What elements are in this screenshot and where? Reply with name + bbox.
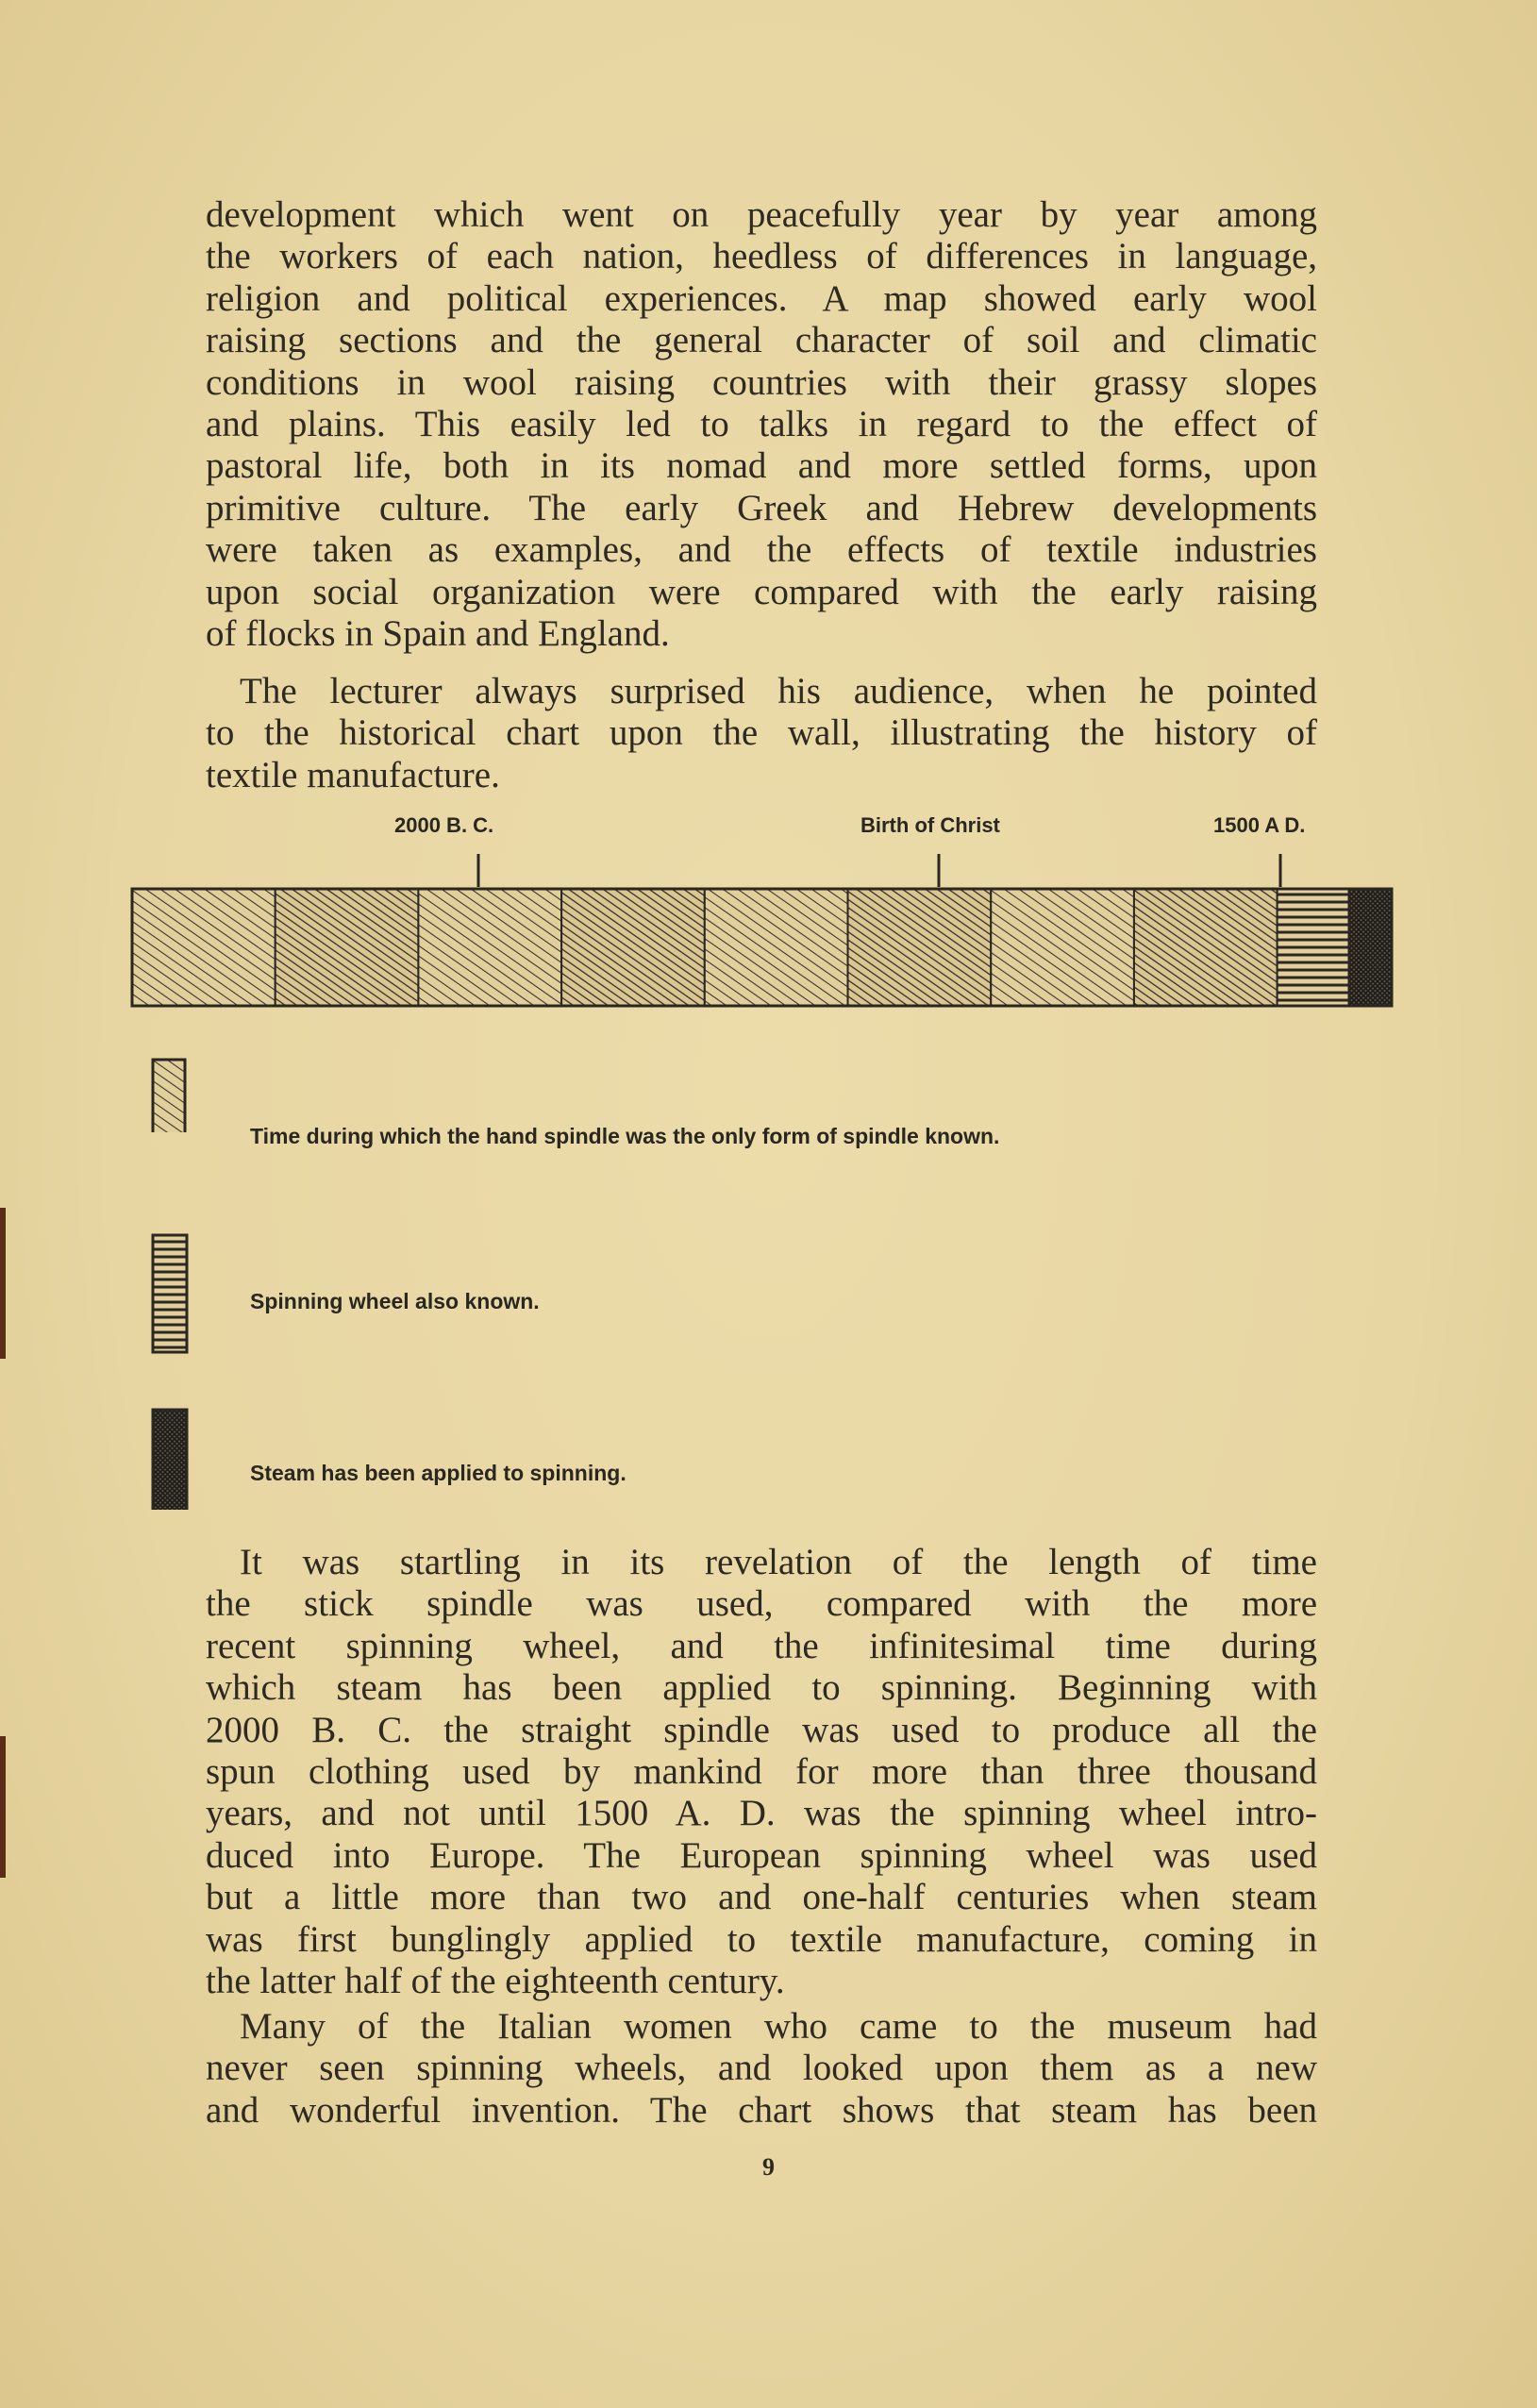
- text-line: was first bunglingly applied to textile manufacture, coming in: [206, 1918, 1317, 1960]
- marker-label-2000-bc: 2000 B. C.: [394, 813, 494, 837]
- text-line: upon social organization were compared with the early raising: [206, 571, 1317, 612]
- bar-cell-hand-spindle: [705, 889, 848, 1006]
- text-line: but a little more than two and one-half centuries when steam: [206, 1877, 1317, 1918]
- text-line: to the historical chart upon the wall, illustrating the history of: [206, 712, 1317, 754]
- text-line: the latter half of the eighteenth century.: [206, 1961, 785, 2002]
- marker-label-1500-ad: 1500 A D.: [1213, 813, 1306, 837]
- text-line: the stick spindle was used, compared with the more: [206, 1583, 1317, 1625]
- text-line: primitive culture. The early Greek and Hebrew developments: [206, 487, 1317, 528]
- text-line: It was startling in its revelation of the length of time: [240, 1542, 1317, 1582]
- legend-label-steam: Steam has been applied to spinning.: [250, 1461, 626, 1485]
- text-line: the workers of each nation, heedless of differences in language,: [206, 236, 1317, 277]
- text-line: duced into Europe. The European spinning wheel was used: [206, 1834, 1317, 1876]
- text-line: raising sections and the general character of soil and climatic: [206, 320, 1317, 361]
- text-line: which steam has been applied to spinning. Beginning with: [206, 1667, 1317, 1709]
- legend-label-spinning-wheel: Spinning wheel also known.: [250, 1289, 540, 1313]
- paragraph-startling-revelation: [206, 1542, 1317, 2002]
- text-line: recent spinning wheel, and the infinitesimal time during: [206, 1625, 1317, 1666]
- bar-segment-steam: [1348, 889, 1392, 1006]
- edge-stain-mark: [0, 1736, 6, 1878]
- paragraph-italian-women: [206, 2006, 1317, 2132]
- legend-swatch-steam: [153, 1410, 187, 1510]
- text-line: were taken as examples, and the effects of textile industries: [206, 529, 1317, 571]
- textile-history-chart: [0, 0, 1537, 1132]
- text-line: and wonderful invention. The chart shows that steam has been: [206, 2089, 1317, 2131]
- text-line: pastoral life, both in its nomad and more settled forms, upon: [206, 445, 1317, 487]
- text-line: and plains. This easily led to talks in regard to the effect of: [206, 404, 1317, 445]
- bar-cell-hand-spindle: [561, 889, 705, 1006]
- bar-cell-hand-spindle: [991, 889, 1134, 1006]
- text-line: religion and political experiences. A map showed early wool: [206, 277, 1317, 319]
- text-line: 2000 B. C. the straight spindle was used to produce all the: [206, 1709, 1317, 1750]
- text-line: years, and not until 1500 A. D. was the spinning wheel intro-: [206, 1793, 1317, 1834]
- bar-cell-hand-spindle: [132, 889, 276, 1006]
- bar-cell-hand-spindle: [848, 889, 992, 1006]
- text-line: Many of the Italian women who came to the museum had: [240, 2006, 1317, 2047]
- legend-swatch-spinning-wheel: [153, 1235, 187, 1352]
- page-number: 9: [762, 2153, 775, 2181]
- bar-cell-hand-spindle: [1134, 889, 1278, 1006]
- text-line: textile manufacture.: [206, 754, 500, 795]
- text-line: development which went on peacefully year by year among: [206, 194, 1317, 235]
- legend-swatch-hand-spindle: [153, 1060, 185, 1132]
- bar-cell-hand-spindle: [276, 889, 419, 1006]
- legend-label-hand-spindle: Time during which the hand spindle was the only form of spindle known.: [250, 1124, 1000, 1148]
- bar-cell-hand-spindle: [418, 889, 561, 1006]
- text-line: of flocks in Spain and England.: [206, 613, 670, 655]
- text-line: conditions in wool raising countries with their grassy slopes: [206, 361, 1317, 403]
- marker-label-birth-of-christ: Birth of Christ: [860, 813, 1000, 837]
- text-line: The lecturer always surprised his audience, when he pointed: [240, 671, 1317, 711]
- legend-swatches: [0, 1132, 245, 1510]
- text-line: never seen spinning wheels, and looked upon them as a new: [206, 2048, 1317, 2089]
- text-line: spun clothing used by mankind for more than three thousand: [206, 1751, 1317, 1793]
- bar-segment-spinning-wheel: [1278, 889, 1349, 1006]
